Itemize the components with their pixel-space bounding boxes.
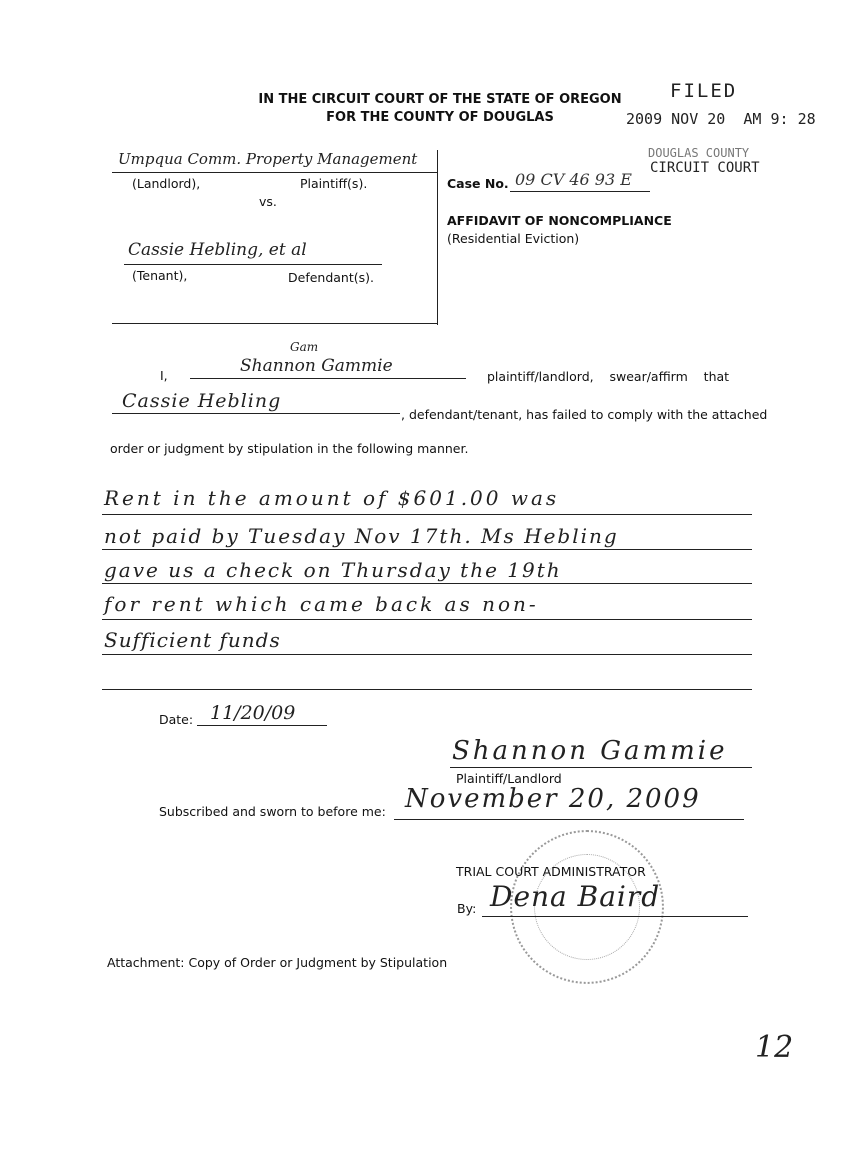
defendant-text: , defendant/tenant, has failed to comply with the attached xyxy=(401,407,768,422)
defendant-name-line xyxy=(112,413,400,414)
manner-text: order or judgment by stipulation in the following manner. xyxy=(110,441,469,456)
tenant-name: Cassie Hebling, et al xyxy=(128,240,307,260)
filed-stamp-county: DOUGLAS COUNTY xyxy=(648,146,750,160)
by-label: By: xyxy=(457,901,477,916)
manner-rule-3 xyxy=(102,583,752,584)
affiant-name-line xyxy=(190,378,466,379)
date-label: Date: xyxy=(159,712,194,727)
landlord-name: Umpqua Comm. Property Management xyxy=(118,150,418,168)
manner-rule-1 xyxy=(102,514,752,515)
manner-line-1: Rent in the amount of $601.00 was xyxy=(104,486,560,510)
manner-line-5: Sufficient funds xyxy=(104,628,281,652)
case-no-line xyxy=(510,191,650,192)
court-title-line1: IN THE CIRCUIT COURT OF THE STATE OF OREGON xyxy=(258,92,622,107)
sworn-line xyxy=(394,819,744,820)
sworn-date: November 20, 2009 xyxy=(405,784,701,814)
affidavit-title: AFFIDAVIT OF NONCOMPLIANCE xyxy=(447,213,672,228)
page-number: 12 xyxy=(755,1030,794,1065)
tenant-label: (Tenant), xyxy=(132,268,188,283)
tenant-name-line xyxy=(124,264,382,265)
manner-line-2: not paid by Tuesday Nov 17th. Ms Hebling xyxy=(104,524,619,548)
administrator-signature-line xyxy=(482,916,748,917)
plaintiff-label: Plaintiff(s). xyxy=(300,176,368,191)
administrator-title: TRIAL COURT ADMINISTRATOR xyxy=(456,864,646,879)
landlord-label: (Landlord), xyxy=(132,176,201,191)
date-value: 11/20/09 xyxy=(210,702,296,724)
filed-stamp-court: CIRCUIT COURT xyxy=(650,160,760,176)
manner-line-3: gave us a check on Thursday the 19th xyxy=(104,558,562,582)
filed-stamp-datetime: 2009 NOV 20 AM 9: 28 xyxy=(626,110,816,128)
manner-rule-6 xyxy=(102,689,752,690)
vs-label: vs. xyxy=(259,194,277,209)
filed-stamp xyxy=(620,76,816,186)
court-title-line2: FOR THE COUNTY OF DOUGLAS xyxy=(326,110,554,125)
manner-rule-2 xyxy=(102,549,752,550)
plaintiff-signature-line xyxy=(450,767,752,768)
plaintiff-signature: Shannon Gammie xyxy=(452,736,728,766)
swear-text: plaintiff/landlord, swear/affirm that xyxy=(487,369,730,384)
case-no-value: 09 CV 46 93 E xyxy=(515,170,632,189)
i-label: I, xyxy=(160,368,168,383)
administrator-signature: Dena Baird xyxy=(490,880,661,913)
defendant-label: Defendant(s). xyxy=(288,270,374,285)
manner-line-4: for rent which came back as non- xyxy=(104,592,539,616)
defendant-name: Cassie Hebling xyxy=(122,390,282,412)
manner-rule-5 xyxy=(102,654,752,655)
case-no-label: Case No. xyxy=(447,176,509,191)
manner-rule-4 xyxy=(102,619,752,620)
caption-divider xyxy=(437,150,438,325)
sworn-label: Subscribed and sworn to before me: xyxy=(159,804,386,819)
affiant-name: Shannon Gammie xyxy=(240,356,393,376)
affiant-insert: Gam xyxy=(290,340,319,354)
caption-bottom-line xyxy=(112,323,438,324)
filed-stamp-label: FILED xyxy=(670,80,738,102)
plaintiff-signature-label: Plaintiff/Landlord xyxy=(456,771,562,786)
landlord-name-line xyxy=(112,172,438,173)
date-line xyxy=(197,725,327,726)
affidavit-subtitle: (Residential Eviction) xyxy=(447,231,580,246)
attachment-note: Attachment: Copy of Order or Judgment by Stipulation xyxy=(107,955,448,970)
